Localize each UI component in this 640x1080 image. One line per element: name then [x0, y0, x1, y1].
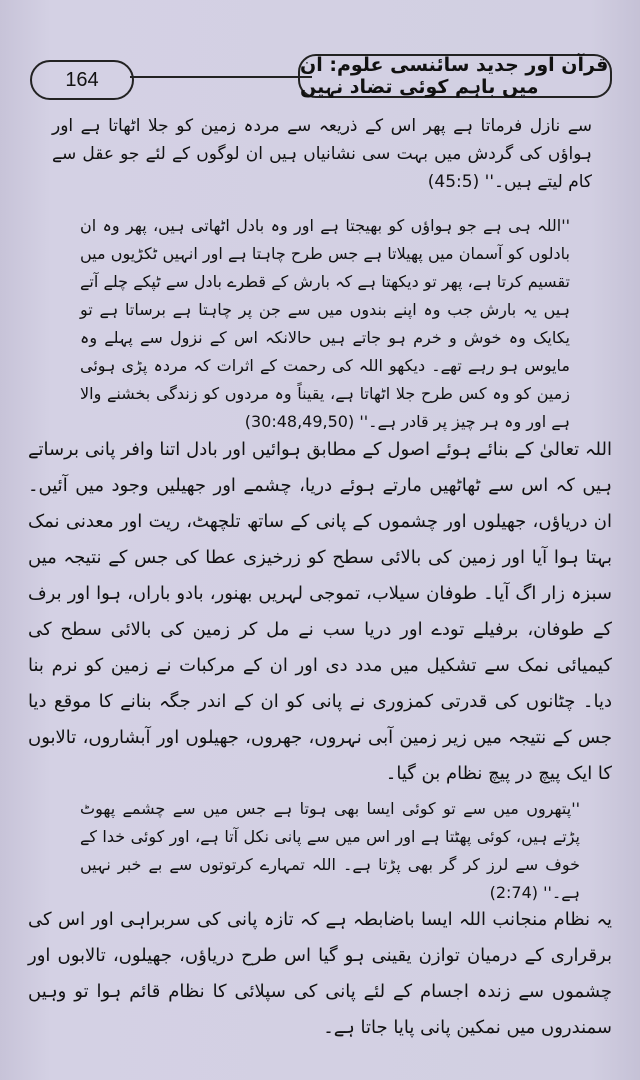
paragraph-intro: سے نازل فرماتا ہے پھر اس کے ذریعہ سے مردہ زمین کو جلا اٹھاتا ہے اور ہواؤں کی گردش میں بہت سی نشانیاں ہیں ان لوگوں کے لئے جو عقل سے کام لیتے ہیں۔'' (45:5) [52, 116, 592, 192]
page-header [22, 52, 612, 100]
page-number: 164 [30, 60, 134, 100]
running-title: قرآن اور جدید سائنسی علوم: ان میں باہم کوئی تضاد نہیں [298, 54, 612, 98]
paragraph-closing: یہ نظام منجانب اللہ ایسا باضابطہ ہے کہ تازہ پانی کی سربراہی اور اس کی برقراری کے درمیان توازن یقینی ہو گیا اس طرح دریاؤں، جھیلوں، تالابوں اور چشموں سے زندہ اجسام کے لئے پانی کی سپلائی کا نظام قائم ہوا تو وہیں سمندروں میں نمکین پانی پایا جاتا ہے۔ [28, 909, 612, 1038]
header-rule [130, 76, 312, 78]
quran-quote-1: ''اللہ ہی ہے جو ہواؤں کو بھیجتا ہے اور وہ بادل اٹھاتی ہیں، پھر وہ ان بادلوں کو آسمان میں پھیلاتا ہے جس طرح چاہتا ہے اور انہیں ٹکڑیوں میں تقسیم کرتا ہے، پھر تو دیکھتا ہے کہ بارش کے قطرے بادل سے ٹپکے چلے آتے ہیں یہ بارش جب وہ اپنے بندوں میں سے جن پر چاہتا ہے برساتا ہے تو یکایک وہ خوش و خرم ہو جاتے ہیں حالانکہ اس کے نزول سے پہلے وہ مایوس ہو رہے تھے۔ دیکھو اللہ کی رحمت کے اثرات کہ مردہ پڑی ہوئی زمین کو وہ کس طرح جلا اٹھاتا ہے، یقیناً وہ مردوں کو زندگی بخشنے والا ہے اور وہ ہر چیز پر قادر ہے۔'' (30:48,49,50) [80, 216, 570, 431]
paragraph-body: اللہ تعالیٰ کے بنائے ہوئے اصول کے مطابق ہوائیں اور بادل اتنا وافر پانی برساتے ہیں کہ اس سے ٹھاٹھیں مارتے ہوئے دریا، چشمے اور جھیلیں وجود میں آئیں۔ ان دریاؤں، جھیلوں اور چشموں کے پانی کے ساتھ تلچھٹ، ریت اور معدنی نمک بہتا ہوا آیا اور زمین کی بالائی سطح کو زرخیزی عطا کی جس کے نتیجہ میں سبزہ زار اگ آیا۔ طوفان سیلاب، تموجی لہریں بھنور، بادو باراں، ہوا اور برف کے طوفان، برفیلے تودے اور دریا سب نے مل کر زمین کی بالائی سطح کی کیمیائی نمک سے تشکیل میں مدد دی اور ان کے مرکبات نے زمین کو نرم بنا دیا۔ چٹانوں کی قدرتی کمزوری نے پانی کو ان کے اندر جگہ بنانے کا موقع دیا جس کے نتیجہ میں زیر زمین آبی نہروں، جھروں، جھیلوں اور آبشاروں، تالابوں کا ایک پیچ در پیچ نظام بن گیا۔ [28, 439, 612, 784]
quran-quote-2: ''پتھروں میں سے تو کوئی ایسا بھی ہوتا ہے جس میں سے چشمے پھوٹ پڑتے ہیں، کوئی پھٹتا ہے اور اس میں سے پانی نکل آتا ہے، اور کوئی خدا کے خوف سے لرز کر گر بھی پڑتا ہے۔ اللہ تمہارے کرتوتوں سے بے خبر نہیں ہے۔'' (2:74) [80, 799, 580, 902]
